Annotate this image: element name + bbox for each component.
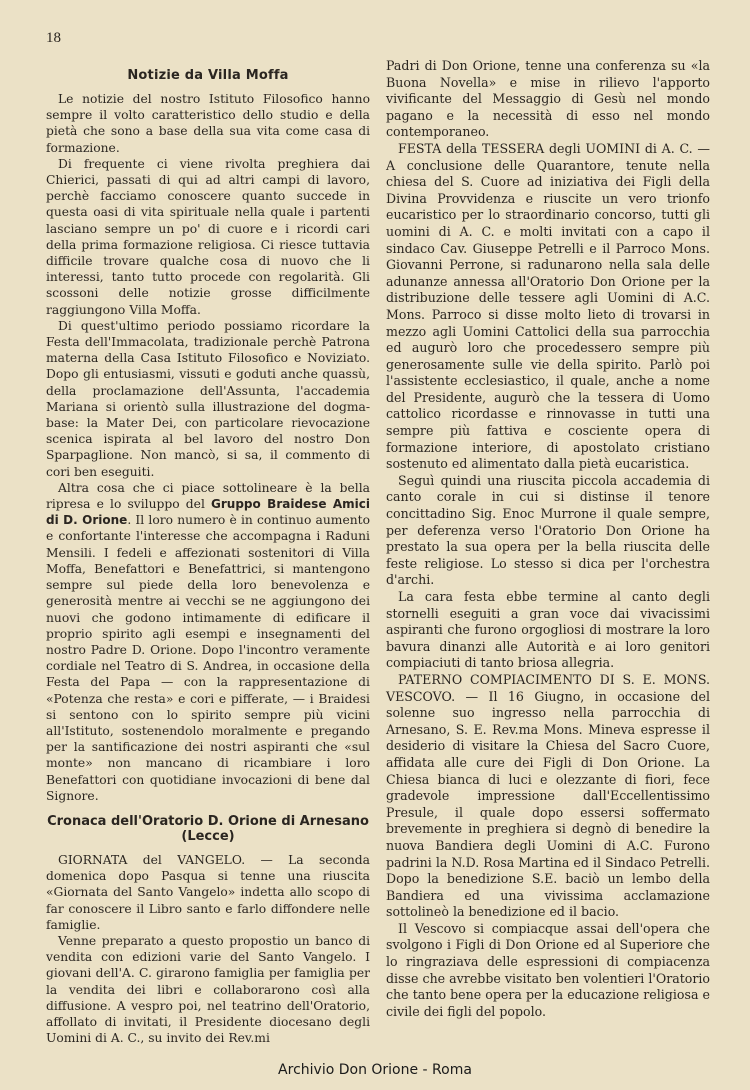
section-title-arnesano: Cronaca dell'Oratorio D. Orione di Arnesano (Lecce)	[47, 813, 369, 844]
paragraph-text: Altra cosa che ci piace sottolineare è la bella ripresa e lo sviluppo del	[46, 480, 370, 512]
paragraph: La cara festa ebbe termine al canto degli stornelli eseguiti a gran voce dai vivacissimi aspiranti che furono orgogliosi di mostrare la loro bavura dinanzi alle Autorità e ai loro genitori compiaciuti di tanto briosa allegria.	[386, 589, 710, 671]
paragraph: Le notizie del nostro Istituto Filosofico hanno sempre il volto caratteristico dello studio e della pietà che sono a base della sua vita come casa di formazione.	[46, 92, 370, 155]
paragraph: Padri di Don Orione, tenne una conferenza su «la Buona Novella» e mise in rilievo l'apporto vivificante del Messaggio di Gesù nel mondo pagano e la necessità di esso nel mondo contemporaneo.	[386, 58, 710, 140]
paragraph: FESTA della TESSERA degli UOMINI di A. C. — A conclusione delle Quarantore, tenute nella chiesa del S. Cuore ad iniziativa dei Figli della Divina Provvidenza e riuscite un vero trionfo eucaristico per lo straordinario concorso, tutti gli uomini di A. C. e molti invitati con a capo il sindaco Cav. Giuseppe Petrelli e il Parroco Mons. Giovanni Perrone, si radunarono nella sala delle adunanze annessa all'Oratorio Don Orione per la distribuzione delle tessere agli Uomini di A.C. Mons. Parroco si disse molto lieto di trovarsi in mezzo agli Uomini Cattolici della sua parrocchia ed augurò loro che procedessero sempre più generosamente sulle vie della spirito. Parlò poi l'assistente ecclesiastico, il quale, anche a nome del Presidente, augurò che la tessera di Uomo cattolico ricordasse e rinnovasse in tutti una sempre più fattiva e cosciente opera di formazione interiore, di apostolato cristiano sostenuto ed alimentato dalla pietà eucaristica.	[386, 140, 710, 472]
paragraph: Di frequente ci viene rivolta preghiera dai Chierici, passati di qui ad altri campi di lavoro, perchè facciamo conoscere quanto succede in questa oasi di vita spirituale nella quale i partenti lasciano sempre un po' di cuore e i ricordi cari della prima formazione religiosa. Ci riesce tuttavia difficile trovare qualche cosa di nuovo che li interessi, tanto tutto procede con regolarità. Gli scossoni delle notizie grosse difficilmente raggiungono Villa Moffa.	[46, 156, 370, 317]
page-number: 18	[46, 30, 61, 46]
group-name-emphasis: Gruppo Braidese Amici di D. Orione	[46, 497, 370, 528]
paragraph: Di quest'ultimo periodo possiamo ricordare la Festa dell'Immacolata, tradizionale perchè Patrona materna della Casa Istituto Filosofico e Noviziato. Dopo gli entusiasmi, vissuti e goduti anche quassù, della proclamazione dell'Assunta, l'accademia Mariana si orientò sulla illustrazione del dogma-base: la Mater Dei, con particolare rievocazione scenica ispirata al bel lavoro del nostro Don Sparpaglione. Non mancò, si sa, il commento di cori ben eseguiti.	[46, 318, 370, 479]
right-column	[386, 58, 710, 1052]
paragraph-text: . Il loro numero è in continuo aumento e confortante l'interesse che accompagna i Raduni Mensili. I fedeli e affezionati sostenitori di Villa Moffa, Benefattori e Benefattrici, si mantengono sempre sul piede della loro benevolenza e generosità mentre ai vecchi se ne aggiungono dei nuovi che godono intimamente di edificare il proprio spirito agli esempi e insegnamenti del nostro Padre D. Orione. Dopo l'incontro veramente cordiale nel Teatro di S. Andrea, in occasione della Festa del Papa — con la rappresentazione di «Potenza che resta» e cori e pifferate, — i Braidesi si sentono con lo spirito sempre più vicini all'Istituto, sostenendolo moralmente e pregando per la santificazione dei nostri aspiranti che «sul monte» non mancano di ricambiare i loro Benefattori con quotidiane invocazioni di bene dal Signore.	[46, 513, 370, 803]
archive-footer: Archivio Don Orione - Roma	[278, 1062, 472, 1078]
paragraph	[46, 480, 370, 804]
section-title-villa-moffa: Notizie da Villa Moffa	[127, 68, 289, 83]
paragraph: Seguì quindi una riuscita piccola accademia di canto corale in cui si distinse il tenore concittadino Sig. Enoc Murrone il quale sempre, per deferenza verso l'Oratorio Don Orione ha prestato la sua opera per la bella riuscita delle feste religiose. Lo stesso si dica per l'orchestra d'archi.	[386, 472, 710, 588]
left-column	[46, 58, 370, 1052]
paragraph: GIORNATA del VANGELO. — La seconda domenica dopo Pasqua si tenne una riuscita «Giornata del Santo Vangelo» indetta allo scopo di far conoscere il Libro santo e farlo diffondere nelle famiglie.	[46, 852, 370, 932]
paragraph: Venne preparato a questo propostio un banco di vendita con edizioni varie del Santo Vangelo. I giovani dell'A. C. girarono famiglia per famiglia per la vendita dei libri e collaborarono così alla diffusione. A vespro poi, nel teatrino dell'Oratorio, affollato di invitati, il Presidente diocesano degli Uomini di A. C., su invito dei Rev.mi	[46, 933, 370, 1046]
article-columns	[46, 58, 710, 1052]
paragraph: Il Vescovo si compiacque assai dell'opera che svolgono i Figli di Don Orione ed al Superiore che lo ringraziava delle espressioni di compiacenza disse che avrebbe visitato ben volentieri l'Oratorio che tanto bene opera per la educazione religiosa e civile dei figli del popolo.	[386, 920, 710, 1019]
paragraph: PATERNO COMPIACIMENTO DI S. E. MONS. VESCOVO. — Il 16 Giugno, in occasione del solenne suo ingresso nella parrocchia di Arnesano, S. E. Rev.ma Mons. Mineva espresse il desiderio di visitare la Chiesa del Sacro Cuore, affidata alle cure dei Figli di Don Orione. La Chiesa bianca di luci e olezzante di fiori, fece gradevole impressione dall'Eccellentissimo Presule, il quale dopo essersi soffermato brevemente in preghiera si degnò di benedire la nuova Bandiera degli Uomini di A.C. Furono padrini la N.D. Rosa Martina ed il Sindaco Petrelli. Dopo la benedizione S.E. baciò un lembo della Bandiera ed una vivissima acclamazione sottolineò la benedizione ed il bacio.	[386, 671, 710, 920]
